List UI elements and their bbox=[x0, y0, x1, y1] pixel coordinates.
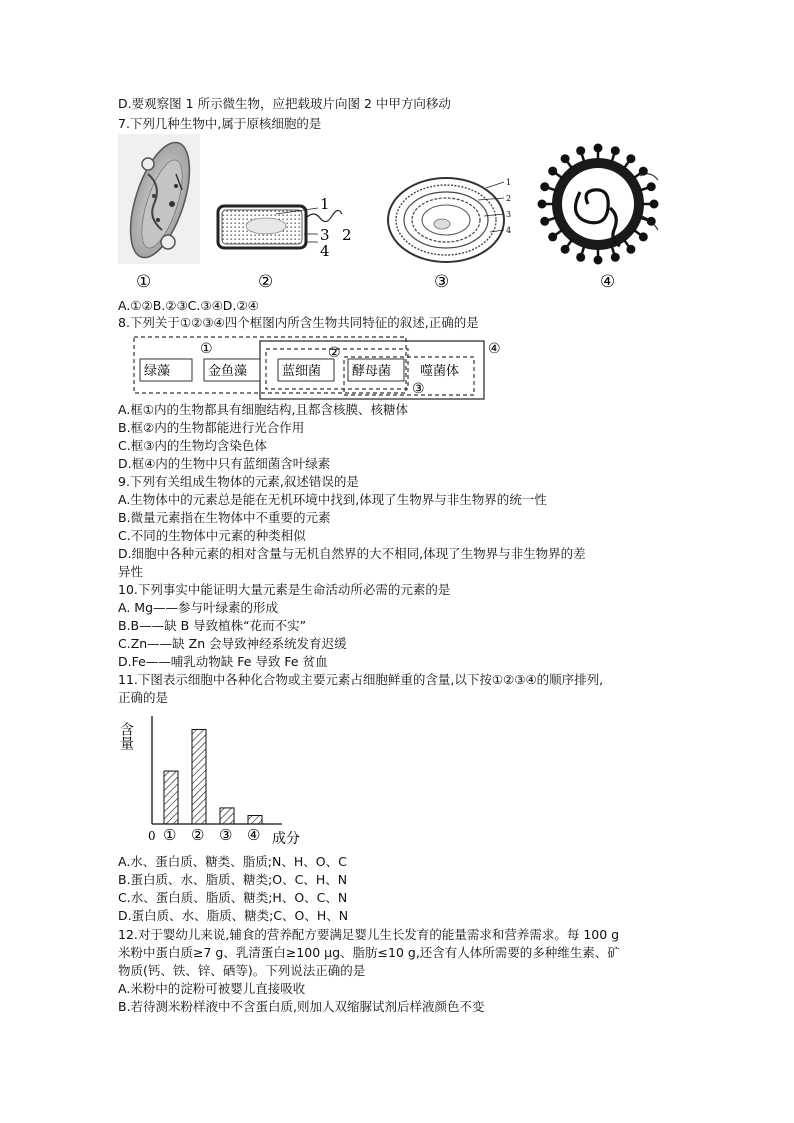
q8-option-a: A.框①内的生物都具有细胞结构,且都含核膜、核糖体 bbox=[118, 402, 408, 417]
q7-fig3-part-4: 4 bbox=[506, 226, 512, 235]
box-label-1: ① bbox=[200, 341, 213, 357]
paramecium-image bbox=[118, 134, 201, 264]
q7-part-4: 4 bbox=[320, 242, 330, 260]
q11-option-a: A.水、蛋白质、糖类、脂质;N、H、O、C bbox=[118, 854, 347, 869]
q7-fig-label-3: ③ bbox=[434, 272, 450, 292]
organism-cyanobacteria: 蓝细菌 bbox=[282, 364, 322, 379]
y-axis-label: 含量 bbox=[118, 722, 134, 750]
q9-stem: 9.下列有关组成生物体的元素,叙述错误的是 bbox=[118, 474, 359, 489]
q12-stem-line-2: 米粉中蛋白质≥7 g、乳清蛋白≥100 μg、脂肪≤10 g,还含有人体所需要的多种维生素、矿 bbox=[118, 945, 620, 960]
q7-part-1: 1 bbox=[320, 195, 330, 213]
q7-fig-label-4: ④ bbox=[600, 272, 616, 292]
q8-option-c: C.框③内的生物均含染色体 bbox=[118, 438, 267, 453]
q7-figure bbox=[118, 134, 678, 292]
q7-fig3-part-1: 1 bbox=[506, 178, 512, 187]
concentric-cell-diagram bbox=[388, 178, 504, 262]
q12-option-b: B.若待测米粉样液中不含蛋白质,则加人双缩脲试剂后样液颜色不变 bbox=[118, 999, 485, 1014]
q11-stem: 11.下图表示细胞中各种化合物或主要元素占细胞鲜重的含量,以下按①②③④的顺序排列, bbox=[118, 672, 604, 687]
q8-option-d: D.框④内的生物中只有蓝细菌含叶绿素 bbox=[118, 456, 331, 471]
q8-stem: 8.下列关于①②③④四个框图内所含生物共同特征的叙述,正确的是 bbox=[118, 315, 479, 330]
q11-stem-cont: 正确的是 bbox=[118, 690, 169, 705]
q10-option-b: B.B——缺 B 导致植株“花而不实” bbox=[118, 618, 307, 633]
tick-label-2: ② bbox=[191, 826, 205, 844]
q8-box-diagram bbox=[130, 333, 520, 399]
q10-stem: 10.下列事实中能证明大量元素是生命活动所必需的元素的是 bbox=[118, 582, 451, 597]
q11-option-b: B.蛋白质、水、脂质、糖类;O、C、H、N bbox=[118, 872, 348, 887]
q7-part-3: 3 bbox=[320, 226, 330, 244]
bar-3 bbox=[220, 808, 234, 824]
q7-fig3-part-3: 3 bbox=[506, 210, 512, 219]
q10-option-a: A. Mg——参与叶绿素的形成 bbox=[118, 600, 278, 615]
q7-options: A.①②B.②③C.③④D.②④ bbox=[118, 298, 259, 313]
q9-option-c: C.不同的生物体中元素的种类相似 bbox=[118, 528, 306, 543]
q12-stem-line-1: 12.对于婴幼儿来说,辅食的营养配方要满足婴儿生长发育的能量需求和营养需求。每 100 g bbox=[118, 927, 620, 942]
bar-2 bbox=[192, 729, 206, 824]
q12-option-a: A.米粉中的淀粉可被婴儿直接吸收 bbox=[118, 981, 306, 996]
q10-option-c: C.Zn——缺 Zn 会导致神经系统发育迟缓 bbox=[118, 636, 347, 651]
q9-option-d-cont: 异性 bbox=[118, 564, 144, 579]
q8-option-b: B.框②内的生物都能进行光合作用 bbox=[118, 420, 305, 435]
tick-label-4: ④ bbox=[247, 826, 261, 844]
q11-option-d: D.蛋白质、水、脂质、糖类;C、O、H、N bbox=[118, 908, 349, 923]
q7-fig-label-1: ① bbox=[136, 272, 152, 292]
q7-part-2: 2 bbox=[342, 226, 352, 244]
bar-1 bbox=[164, 771, 178, 824]
q6-option-d: D.要观察图 1 所示微生物，应把载玻片向图 2 中甲方向移动 bbox=[118, 96, 451, 111]
box-label-2: ② bbox=[328, 345, 341, 361]
tick-label-1: ① bbox=[163, 826, 177, 844]
box-label-3: ③ bbox=[412, 381, 425, 397]
organism-hornwort: 金鱼藻 bbox=[208, 364, 248, 379]
tick-label-3: ③ bbox=[219, 826, 233, 844]
organism-yeast: 酵母菌 bbox=[352, 364, 392, 379]
q7-fig-label-2: ② bbox=[258, 272, 274, 292]
organism-phage: 噬菌体 bbox=[420, 364, 460, 379]
q11-option-c: C.水、蛋白质、脂质、糖类;H、O、C、N bbox=[118, 890, 348, 905]
q9-option-d: D.细胞中各种元素的相对含量与无机自然界的大不相同,体现了生物界与非生物界的差 bbox=[118, 546, 586, 561]
q10-option-d: D.Fe——哺乳动物缺 Fe 导致 Fe 贫血 bbox=[118, 654, 328, 669]
x-axis-label: 成分 bbox=[272, 831, 300, 847]
q9-option-a: A.生物体中的元素总是能在无机环境中找到,体现了生物界与非生物界的统一性 bbox=[118, 492, 547, 507]
q11-bar-chart bbox=[118, 712, 322, 852]
bar-4 bbox=[248, 815, 262, 824]
virus-diagram bbox=[538, 144, 659, 265]
origin-label: 0 bbox=[148, 829, 156, 843]
box-label-4: ④ bbox=[488, 341, 501, 357]
q7-stem: 7.下列几种生物中,属于原核细胞的是 bbox=[118, 116, 322, 131]
organism-green-algae: 绿藻 bbox=[144, 364, 171, 379]
q7-fig3-part-2: 2 bbox=[506, 194, 512, 203]
q9-option-b: B.微量元素指在生物体中不重要的元素 bbox=[118, 510, 331, 525]
q12-stem-line-3: 物质(钙、铁、锌、硒等)。下列说法正确的是 bbox=[118, 963, 366, 978]
